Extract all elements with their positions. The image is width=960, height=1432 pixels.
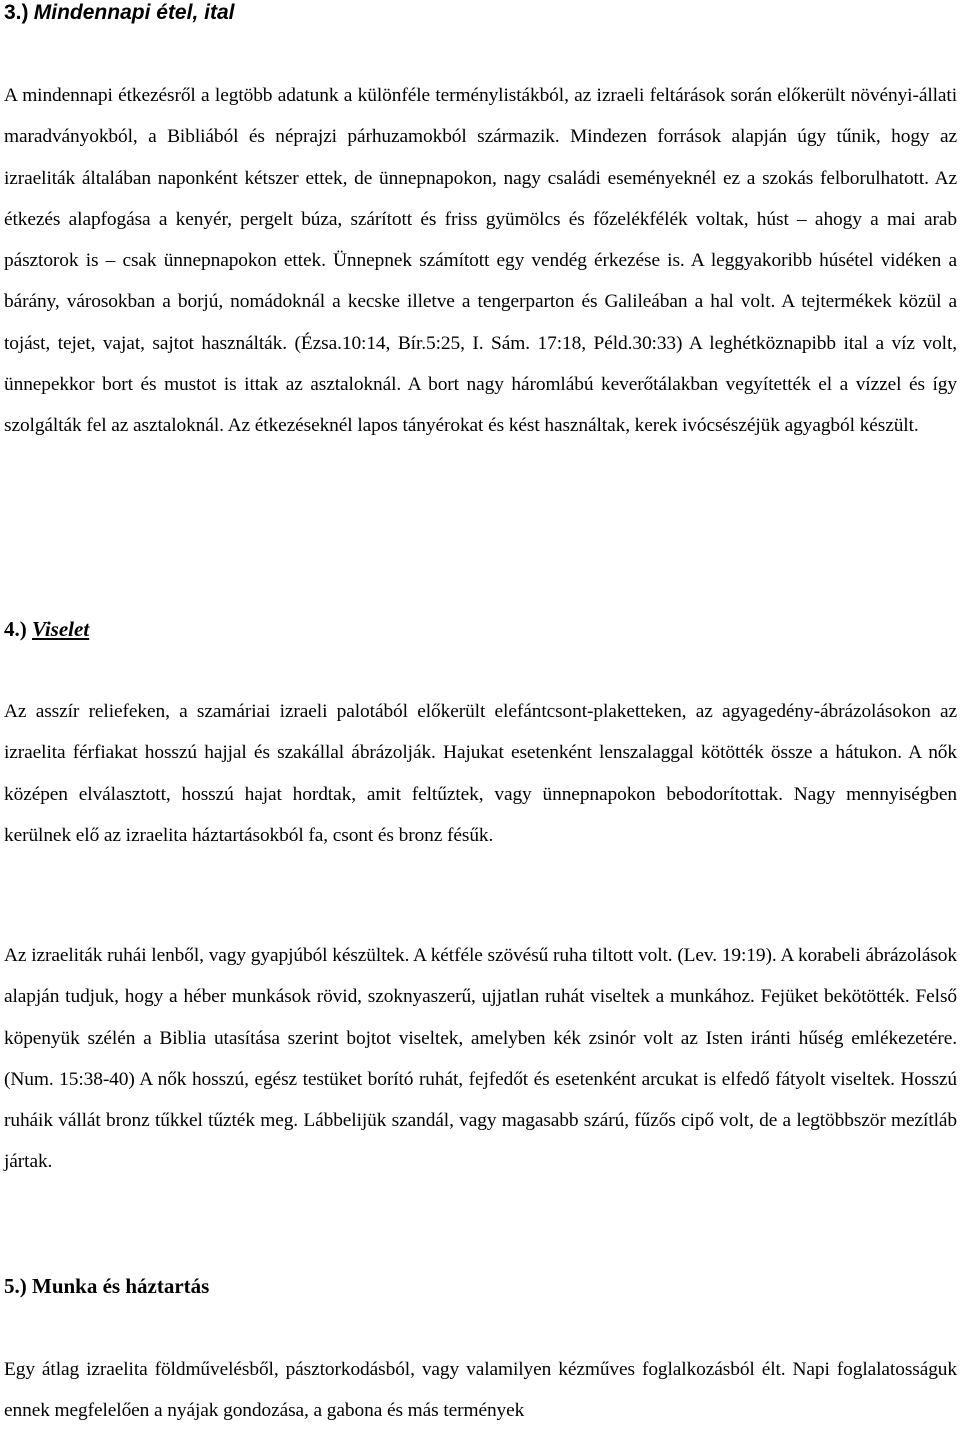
paragraph-food: A mindennapi étkezésről a legtöbb adatunk a különféle terménylistákból, az izraeli feltárások során előkerült növényi-állati maradványokból, a Bibliából és néprajzi párhuzamokból származik. Mindezen források alapján úgy tűnik, hogy az izraeliták általában naponként kétszer ettek, de ünnepnapokon, nagy családi eseményeknél ez a szokás felborulhatott. Az étkezés alapfogása a kenyér, pergelt búza, szárított és friss gyümölcs és főzelékfélék voltak, húst – ahogy a mai arab pásztorok is – csak ünnepnapokon ettek. Ünnepnek számított egy vendég érkezése is. A leggyakoribb húsétel vidéken a bárány, városokban a borjú, nomádoknál a kecske illetve a tengerparton és Galileában a hal volt. A tejtermékek közül a tojást, tejet, vajat, sajtot használták. (Ézsa.10:14, Bír.5:25, I. Sám. 17:18, Péld.30:33) A leghétköznapibb ital a víz volt, ünnepekkor bort és mustot is ittak az asztaloknál. A bort nagy háromlábú keverőtálakban vegyítették el a vízzel és így szolgálták fel az asztaloknál. Az étkezéseknél lapos tányérokat és kést használtak, kerek ivócsészéjük agyagból készült.: [4, 85, 957, 437]
section-number: 4.): [4, 617, 27, 641]
section-number: 5.): [4, 1274, 27, 1298]
section-title: Viselet: [32, 617, 90, 641]
section-heading-food: [4, 0, 234, 25]
section-number: 3.): [4, 1, 29, 24]
section-title: Munka és háztartás: [32, 1274, 210, 1298]
paragraph-work: Egy átlag izraelita földművelésből, pásztorkodásból, vagy valamilyen kézműves foglalkozásból élt. Napi foglalatosságuk ennek megfelelően a nyájak gondozása, a gabona és más termények: [4, 1359, 957, 1422]
section-heading-work: [4, 1274, 209, 1298]
section-title: Mindennapi étel, ital: [33, 1, 235, 24]
paragraph-clothing-garments: Az izraeliták ruhái lenből, vagy gyapjúból készültek. A kétféle szövésű ruha tiltott volt. (Lev. 19:19). A korabeli ábrázolások alapján tudjuk, hogy a héber munkások rövid, szoknyaszerű, ujjatlan ruhát viseltek a munkához. Fejüket bekötötték. Felső köpenyük szélén a Biblia utasítása szerint bojtot viseltek, amelyben kék zsinór volt az Isten iránti hűség emlékezetére. (Num. 15:38-40) A nők hosszú, egész testüket borító ruhát, fejfedőt és esetenként arcukat is elfedő fátyolt viseltek. Hosszú ruháik vállát bronz tűkkel tűzték meg. Lábbelijük szandál, vagy magasabb szárú, fűzős cipő volt, de a legtöbbször mezítláb jártak.: [4, 945, 957, 1173]
section-heading-clothing: [4, 617, 89, 641]
paragraph-clothing-hair: Az asszír reliefeken, a szamáriai izraeli palotából előkerült elefántcsont-plaketteken, az agyagedény-ábrázolásokon az izraelita férfiakat hosszú hajjal és szakállal ábrázolják. Hajukat esetenként lenszalaggal kötötték össze a hátukon. A nők középen elválasztott, hosszú hajat hordtak, amit feltűztek, vagy ünnepnapokon bebodorítottak. Nagy mennyiségben kerülnek elő az izraelita háztartásokból fa, csont és bronz fésűk.: [4, 701, 957, 846]
